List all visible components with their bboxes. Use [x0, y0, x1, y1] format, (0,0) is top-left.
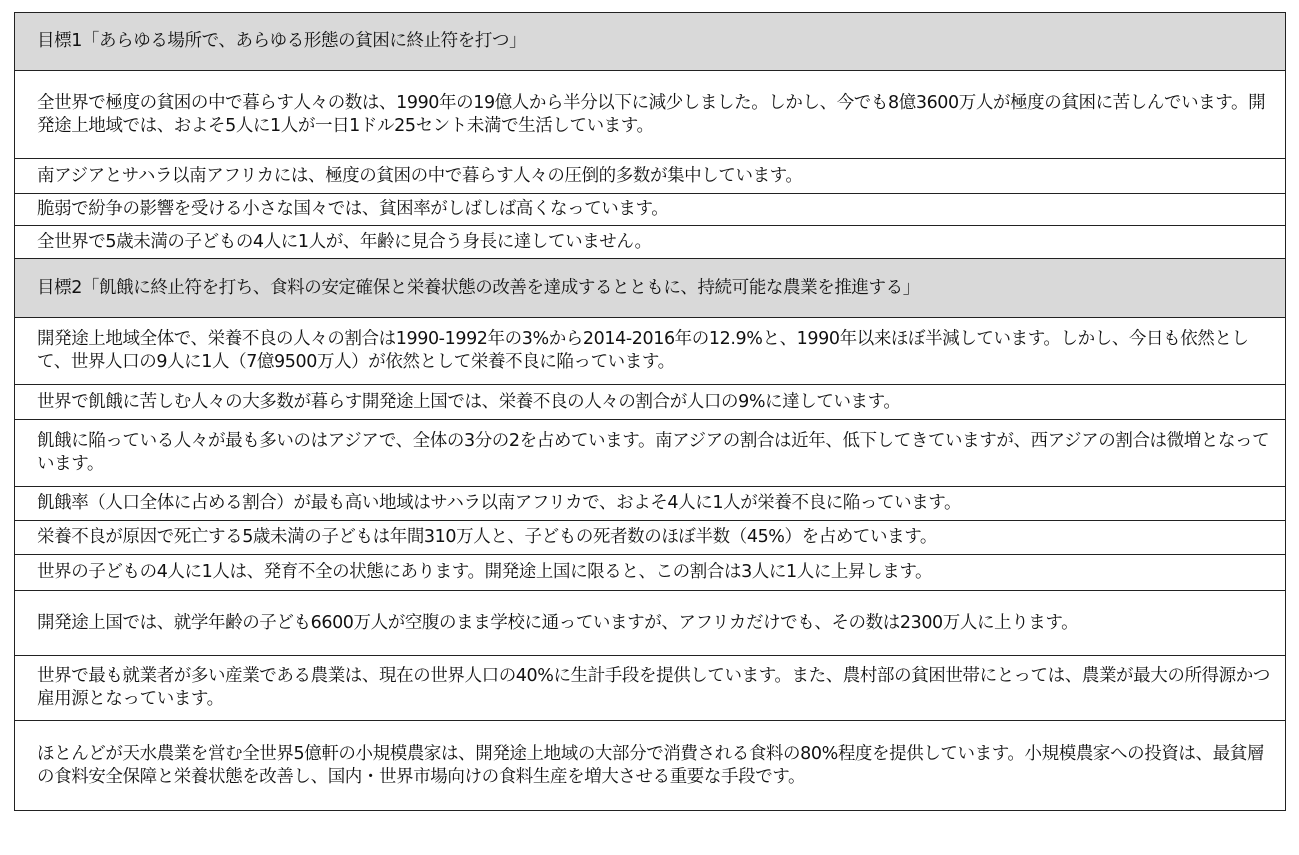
table-row: [15, 656, 1286, 721]
table-row: [15, 591, 1286, 656]
table-row: [15, 159, 1286, 194]
goal2-item-8: 世界で最も就業者が多い産業である農業は、現在の世界人口の40%に生計手段を提供しています。また、農村部の貧困世帯にとっては、農業が最大の所得源かつ雇用源となっています。: [15, 656, 1286, 721]
table-row: [15, 420, 1286, 487]
goal2-header-row: [15, 259, 1286, 318]
goal2-item-2: 世界で飢餓に苦しむ人々の大多数が暮らす開発途上国では、栄養不良の人々の割合が人口の9%に達しています。: [15, 385, 1286, 420]
table-row: [15, 318, 1286, 385]
goal1-header-row: [15, 13, 1286, 71]
goal2-item-6: 世界の子どもの4人に1人は、発育不全の状態にあります。開発途上国に限ると、この割合は3人に1人に上昇します。: [15, 555, 1286, 591]
goal2-item-1: 開発途上地域全体で、栄養不良の人々の割合は1990-1992年の3%から2014-2016年の12.9%と、1990年以来ほぼ半減しています。しかし、今日も依然として、世界人口の9人に1人（7億9500万人）が依然として栄養不良に陥っています。: [15, 318, 1286, 385]
table-row: [15, 721, 1286, 811]
table-row: [15, 487, 1286, 521]
sdg-facts-table: [14, 12, 1286, 811]
goal1-item-4: 全世界で5歳未満の子どもの4人に1人が、年齢に見合う身長に達していません。: [15, 226, 1286, 259]
goal2-item-4: 飢餓率（人口全体に占める割合）が最も高い地域はサハラ以南アフリカで、およそ4人に1人が栄養不良に陥っています。: [15, 487, 1286, 521]
table-row: [15, 71, 1286, 159]
goal1-title: 目標1「あらゆる場所で、あらゆる形態の貧困に終止符を打つ」: [15, 13, 1286, 71]
goal2-item-7: 開発途上国では、就学年齢の子ども6600万人が空腹のまま学校に通っていますが、アフリカだけでも、その数は2300万人に上ります。: [15, 591, 1286, 656]
goal1-item-2: 南アジアとサハラ以南アフリカには、極度の貧困の中で暮らす人々の圧倒的多数が集中しています。: [15, 159, 1286, 194]
goal1-item-3: 脆弱で紛争の影響を受ける小さな国々では、貧困率がしばしば高くなっています。: [15, 194, 1286, 226]
table-row: [15, 226, 1286, 259]
table-row: [15, 555, 1286, 591]
goal2-item-9: ほとんどが天水農業を営む全世界5億軒の小規模農家は、開発途上地域の大部分で消費される食料の80%程度を提供しています。小規模農家への投資は、最貧層の食料安全保障と栄養状態を改善し、国内・世界市場向けの食料生産を増大させる重要な手段です。: [15, 721, 1286, 811]
goal2-item-5: 栄養不良が原因で死亡する5歳未満の子どもは年間310万人と、子どもの死者数のほぼ半数（45%）を占めています。: [15, 521, 1286, 555]
goal1-item-1: 全世界で極度の貧困の中で暮らす人々の数は、1990年の19億人から半分以下に減少しました。しかし、今でも8億3600万人が極度の貧困に苦しんでいます。開発途上地域では、およそ5人に1人が一日1ドル25セント未満で生活しています。: [15, 71, 1286, 159]
table-row: [15, 521, 1286, 555]
table-row: [15, 194, 1286, 226]
table-row: [15, 385, 1286, 420]
goal2-title: 目標2「飢餓に終止符を打ち、食料の安定確保と栄養状態の改善を達成するとともに、持続可能な農業を推進する」: [15, 259, 1286, 318]
goal2-item-3: 飢餓に陥っている人々が最も多いのはアジアで、全体の3分の2を占めています。南アジアの割合は近年、低下してきていますが、西アジアの割合は微増となっています。: [15, 420, 1286, 487]
